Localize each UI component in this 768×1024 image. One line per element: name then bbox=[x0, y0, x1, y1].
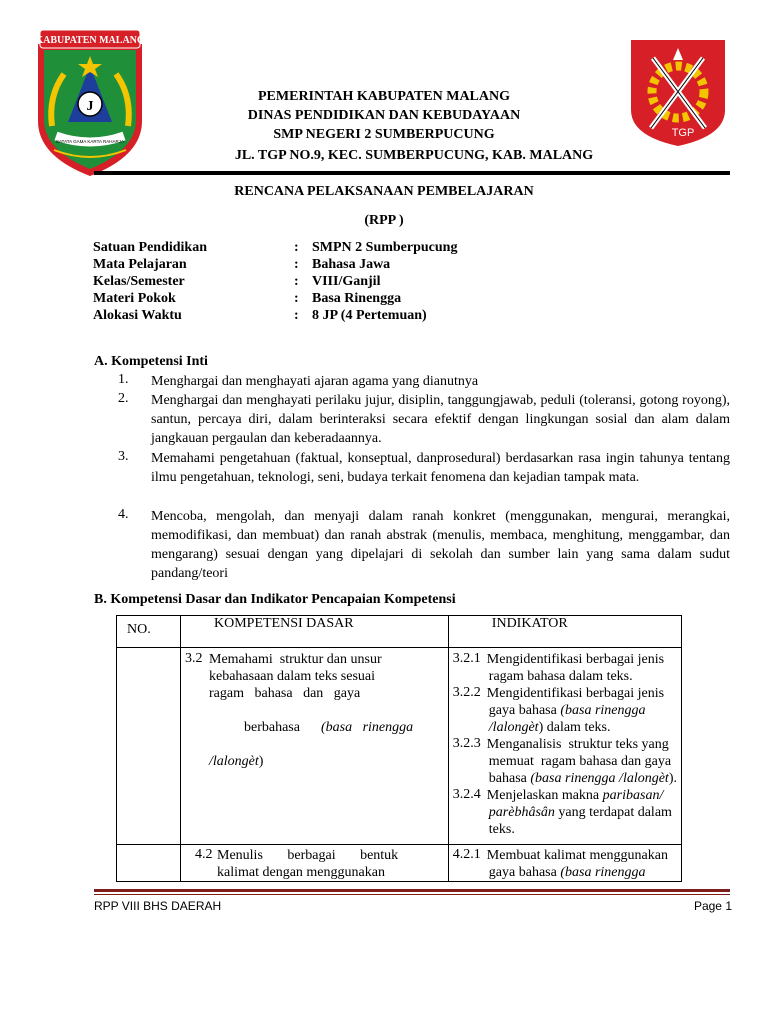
kd-cell bbox=[181, 845, 449, 882]
tgp-logo-letters: TGP bbox=[671, 127, 695, 139]
kd-line: Menulis berbagai bentuk bbox=[217, 848, 399, 863]
info-label: Mata Pelajaran bbox=[93, 257, 187, 272]
row-no-cell bbox=[117, 648, 181, 845]
info-colon: : bbox=[294, 240, 299, 255]
indikator-text: gaya bahasa bbox=[488, 703, 561, 718]
table-row bbox=[117, 845, 682, 882]
kd-italic-text: /lalongèt bbox=[209, 754, 259, 769]
footer-left: RPP VIII BHS DAERAH bbox=[94, 899, 222, 913]
footer-rule-thick bbox=[94, 889, 730, 892]
section-a-title: A. Kompetensi Inti bbox=[94, 354, 208, 369]
info-colon: : bbox=[294, 308, 299, 323]
info-row-satuan bbox=[93, 239, 653, 256]
header-line-1: PEMERINTAH KABUPATEN MALANG bbox=[258, 89, 510, 104]
info-row-materi bbox=[93, 290, 653, 307]
indikator-number: 3.2.4 bbox=[452, 787, 481, 802]
indikator-line: ragam bahasa dalam teks. bbox=[488, 669, 633, 684]
indikator-line bbox=[487, 787, 677, 804]
info-row-mapel bbox=[93, 256, 653, 273]
header-indikator bbox=[448, 616, 681, 648]
info-colon: : bbox=[294, 291, 299, 306]
header-rule bbox=[94, 171, 730, 175]
kd-number: 3.2 bbox=[185, 651, 203, 666]
indikator-cell bbox=[448, 845, 681, 882]
footer-page-number: Page 1 bbox=[693, 899, 732, 913]
info-label: Satuan Pendidikan bbox=[93, 240, 207, 255]
indikator-italic-text: /lalongèt bbox=[488, 720, 539, 735]
indikator-line bbox=[487, 804, 677, 821]
svg-text:J: J bbox=[86, 99, 94, 114]
left-logo-banner: KABUPATEN MALANG bbox=[35, 35, 145, 46]
ki-text: Memahami pengetahuan (faktual, konseptual, danprosedural) berdasarkan rasa ingin tahunya tentang ilmu pengetahuan, teknologi, seni, budaya terkait fenomena dan kejadian tampak mata. bbox=[151, 451, 730, 485]
row-no-cell bbox=[117, 845, 181, 882]
indikator-italic-text: parèbhâsân bbox=[488, 805, 555, 820]
indikator-number: 3.2.1 bbox=[452, 651, 481, 666]
info-colon: : bbox=[294, 274, 299, 289]
kd-number: 4.2 bbox=[195, 847, 213, 862]
header-no bbox=[117, 616, 181, 648]
indikator-italic-text: (basa rinengga bbox=[560, 865, 646, 880]
info-value: 8 JP (4 Pertemuan) bbox=[312, 308, 427, 323]
ki-text: Mencoba, mengolah, dan menyaji dalam ranah konkret (menggunakan, mengurai, merangkai, memodifikasi, dan membuat) dan ranah abstrak (menulis, membaca, menghitung, menggambar, dan mengarang) sesuai dengan yang dipelajari di sekolah dan sumber lain yang sama dalam sudut pandang/teori bbox=[151, 509, 730, 581]
indikator-number: 3.2.2 bbox=[452, 685, 481, 700]
info-label: Alokasi Waktu bbox=[93, 308, 182, 323]
doc-subtitle: (RPP ) bbox=[364, 213, 404, 228]
indikator-line bbox=[487, 770, 677, 787]
info-value: SMPN 2 Sumberpucung bbox=[312, 240, 458, 255]
kd-line: Memahami struktur dan unsur bbox=[209, 652, 382, 667]
info-colon: : bbox=[294, 257, 299, 272]
header-line-4: JL. TGP NO.9, KEC. SUMBERPUCUNG, KAB. MALANG bbox=[234, 148, 594, 163]
kd-italic-text: (basa rinengga bbox=[320, 720, 414, 735]
kd-cell bbox=[181, 648, 449, 845]
indikator-text: yang terdapat dalam bbox=[554, 805, 672, 820]
kd-line bbox=[209, 753, 444, 770]
indikator-number: 4.2.1 bbox=[452, 847, 481, 862]
ki-number: 2. bbox=[118, 391, 129, 406]
header-line-2: DINAS PENDIDIKAN DAN KEBUDAYAAN bbox=[247, 108, 521, 123]
kd-text: ) bbox=[258, 754, 264, 769]
header-no-label: NO. bbox=[127, 622, 151, 637]
info-label: Materi Pokok bbox=[93, 291, 176, 306]
kd-text: berbahasa bbox=[244, 720, 300, 735]
indikator-text: gaya bahasa bbox=[488, 865, 561, 880]
table-header-row bbox=[117, 616, 682, 648]
info-value: VIII/Ganjil bbox=[312, 274, 381, 289]
indikator-italic-text: (basa rinengga /lalongèt bbox=[530, 771, 669, 786]
indikator-text: Menjelaskan makna bbox=[486, 788, 603, 803]
ki-text: Menghargai dan menghayati perilaku jujur, disiplin, tanggungjawab, peduli (toleransi, gotong royong), santun, percaya diri, dalam berinteraksi secara efektif dengan lingkungan sosial dan alam dalam jangkauan pergaulan dan keberadaannya. bbox=[151, 393, 730, 446]
indikator-line: Mengidentifikasi berbagai jenis bbox=[486, 686, 665, 701]
ki-number: 3. bbox=[118, 449, 129, 464]
header-indikator-label: INDIKATOR bbox=[491, 616, 568, 631]
indikator-line bbox=[487, 719, 677, 736]
kd-table bbox=[116, 615, 682, 882]
kd-line bbox=[209, 702, 444, 753]
doc-title: RENCANA PELAKSANAAN PEMBELAJARAN bbox=[234, 184, 534, 199]
header-line-3: SMP NEGERI 2 SUMBERPUCUNG bbox=[273, 127, 495, 142]
indikator-text: ). bbox=[668, 771, 677, 786]
indikator-line bbox=[487, 702, 677, 719]
kd-line: kebahasaan dalam teks sesuai bbox=[209, 669, 375, 684]
left-logo-motto: SATATA GAMA KARTA RAHARJA bbox=[55, 139, 125, 144]
indikator-line: memuat ragam bahasa dan gaya bbox=[488, 754, 672, 769]
info-value: Bahasa Jawa bbox=[312, 257, 391, 272]
header-kd-label: KOMPETENSI DASAR bbox=[214, 616, 354, 631]
ki-number: 4. bbox=[118, 507, 129, 522]
indikator-text: bahasa bbox=[488, 771, 531, 786]
section-b-title: B. Kompetensi Dasar dan Indikator Pencapaian Kompetensi bbox=[94, 592, 456, 607]
kd-line: kalimat dengan menggunakan bbox=[217, 865, 385, 880]
footer-rule-thin bbox=[94, 894, 730, 895]
ki-text: Menghargai dan menghayati ajaran agama yang dianutnya bbox=[151, 374, 479, 389]
kd-line: ragam bahasa dan gaya bbox=[209, 686, 361, 701]
indikator-number: 3.2.3 bbox=[452, 736, 481, 751]
header-kd bbox=[181, 616, 449, 648]
indikator-line bbox=[487, 864, 677, 881]
info-value: Basa Rinengga bbox=[312, 291, 402, 306]
info-label: Kelas/Semester bbox=[93, 274, 185, 289]
indikator-line: Menganalisis struktur teks yang bbox=[486, 737, 669, 752]
indikator-text: ) dalam teks. bbox=[538, 720, 611, 735]
indikator-line: Membuat kalimat menggunakan bbox=[486, 848, 668, 863]
indikator-italic-text: paribasan/ bbox=[602, 788, 664, 803]
table-row bbox=[117, 648, 682, 845]
info-row-alokasi bbox=[93, 307, 653, 324]
ki-number: 1. bbox=[118, 372, 129, 387]
indikator-italic-text: (basa rinengga bbox=[560, 703, 646, 718]
indikator-line: Mengidentifikasi berbagai jenis bbox=[486, 652, 665, 667]
indikator-line: teks. bbox=[488, 822, 515, 837]
info-row-kelas bbox=[93, 273, 653, 290]
indikator-cell bbox=[448, 648, 681, 845]
